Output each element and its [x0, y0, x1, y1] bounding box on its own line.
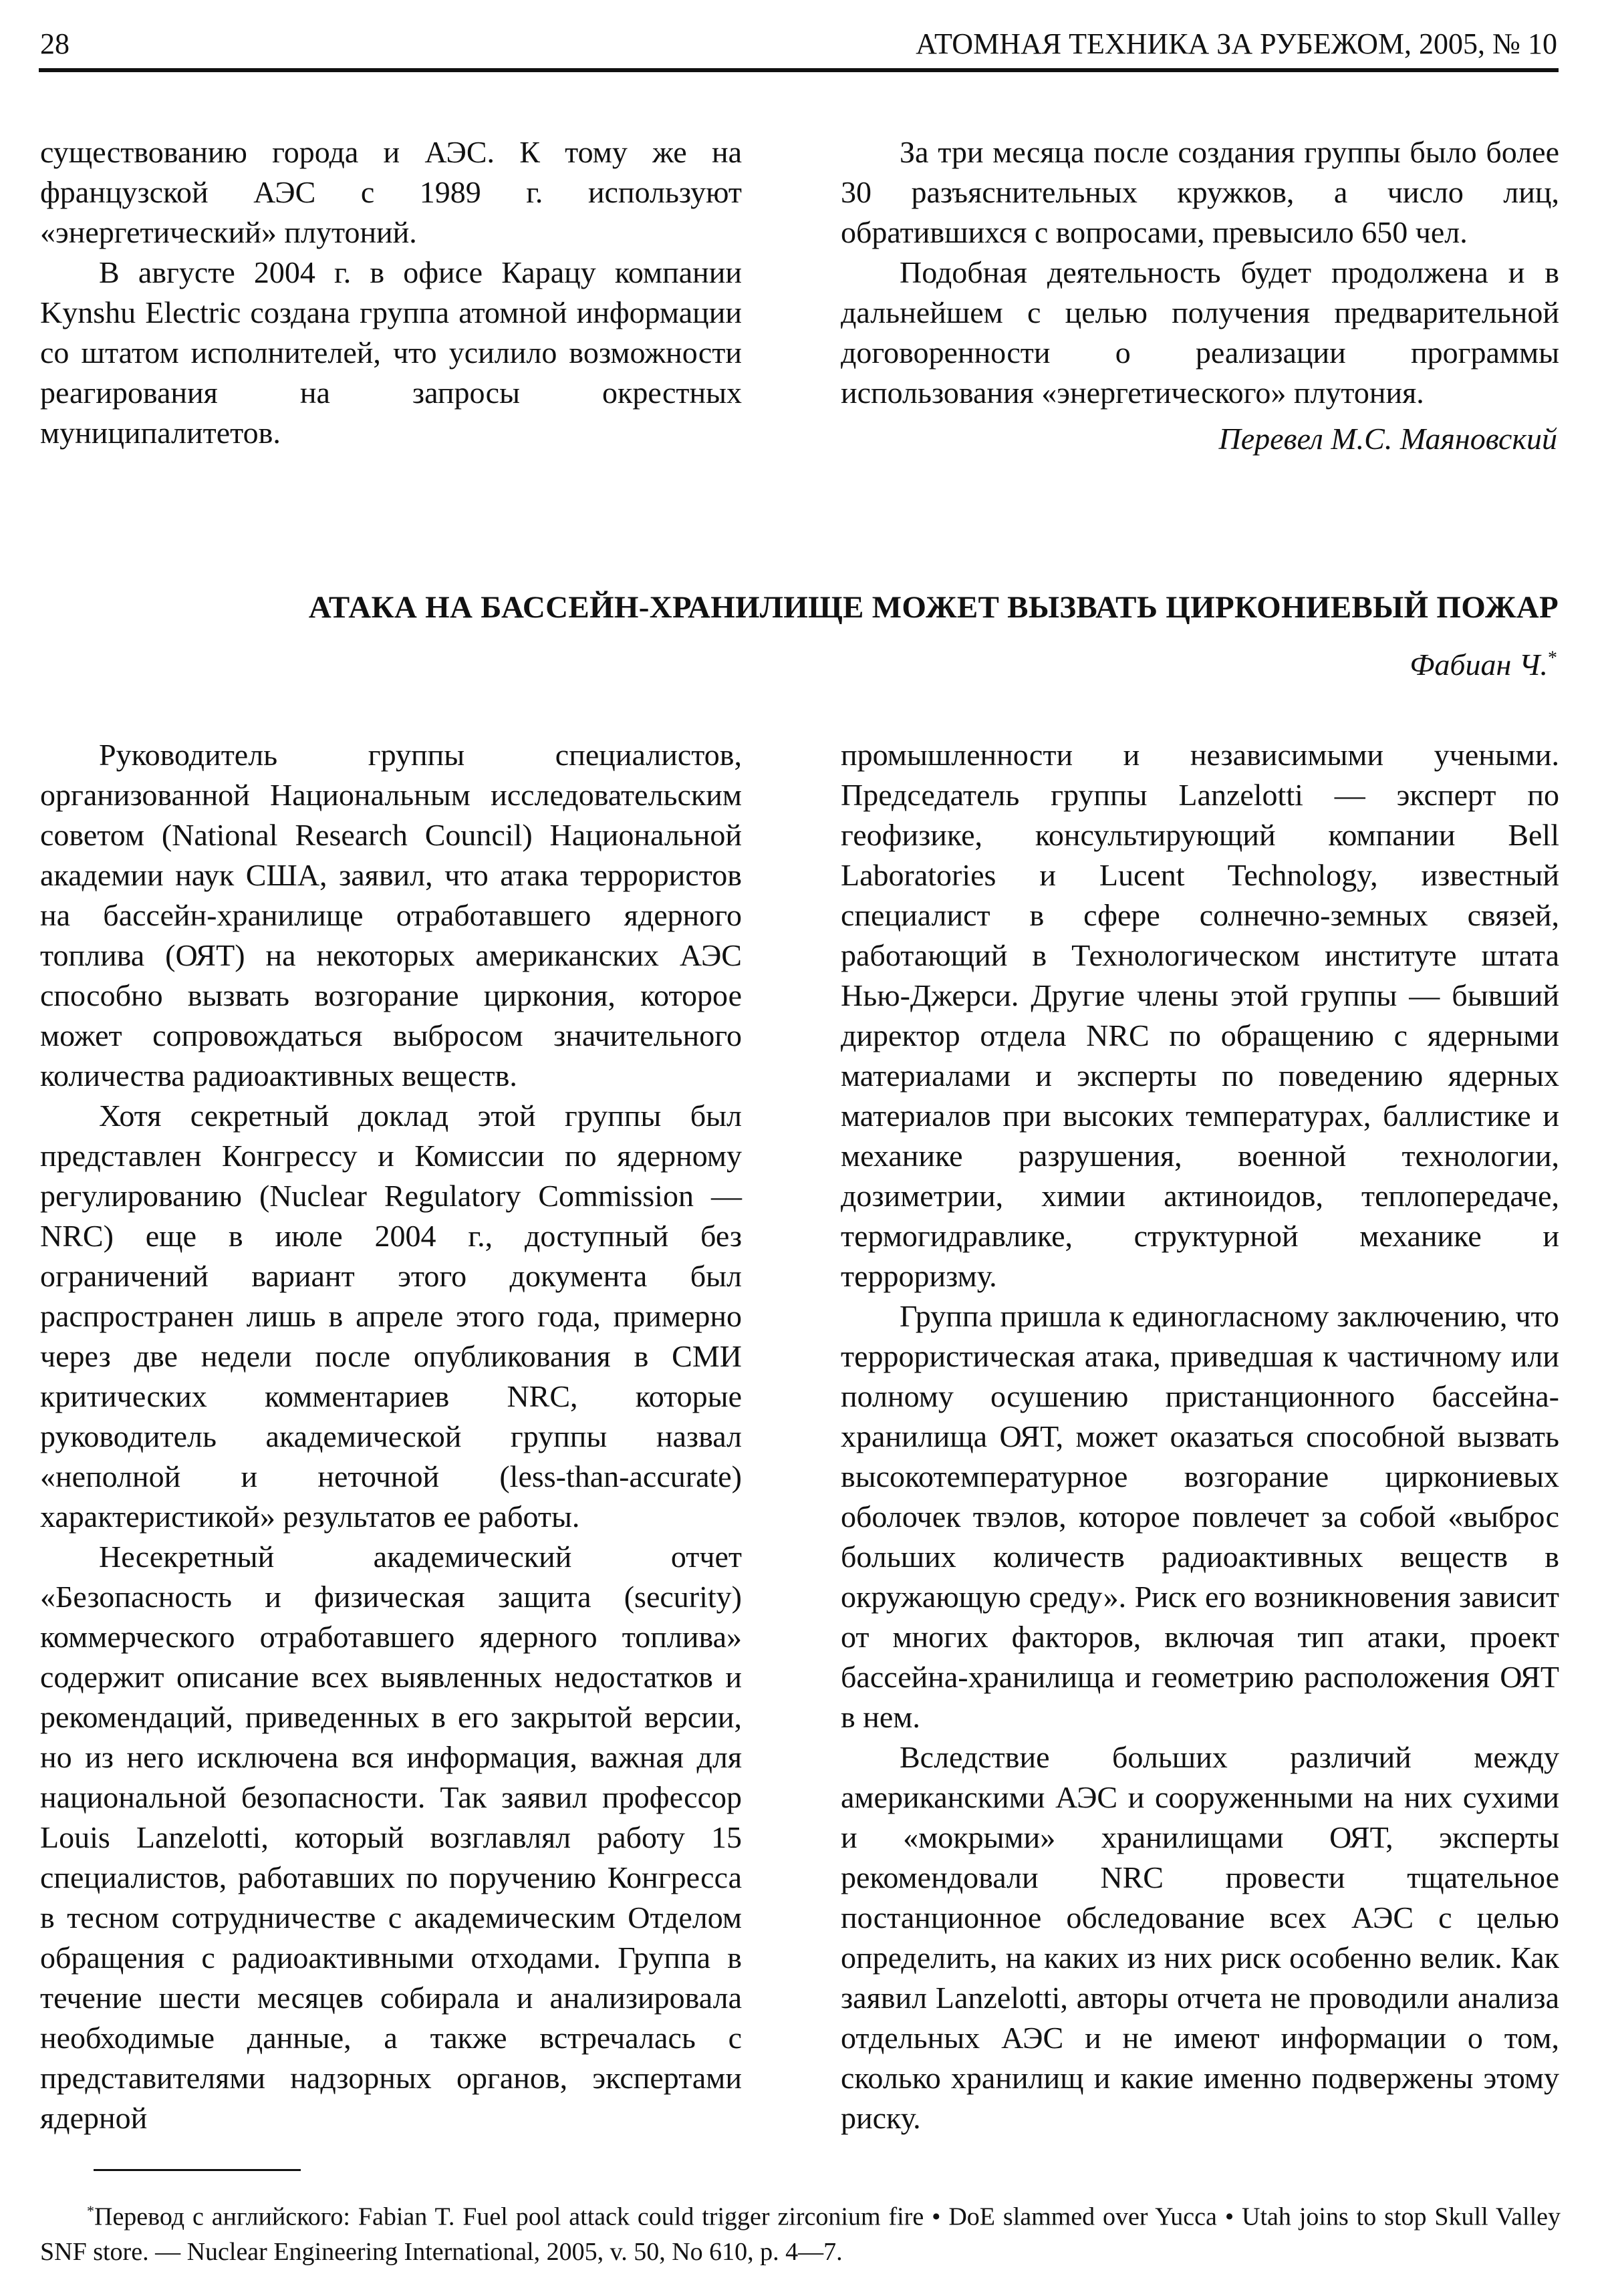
paragraph: Несекретный академический отчет «Безопасность и физическая защита (security) коммерческого отработавшего ядерного топлива» содержит описание всех выявленных недостатков и рекомендаций, приведенных в его закрытой версии, но из него исключена вся информация, важная для национальной безопасности. Так заявил профессор Louis Lanzelotti, который возглавлял работу 15 специалистов, работавших по поручению Конгресса в тесном сотрудничестве с академическим Отделом обращения с радиоактивными отходами. Группа в течение шести месяцев собирала и анализировала необходимые данные, а также встречалась с представителями надзорных органов, экспертами ядерной: [40, 1540, 742, 2135]
paragraph: Группа пришла к единогласному заключению, что террористическая атака, приведшая к частичному или полному осушению пристанционного бассейна-хранилища ОЯТ, может оказаться способной вызвать высокотемпературное возгорание циркониевых оболочек твэлов, которое повлечет за собой «выброс больших количеств радиоактивных веществ в окружающую среду». Риск его возникновения зависит от многих факторов, включая тип атаки, проект бассейна-хранилища и геометрию расположения ОЯТ в нем.: [841, 1299, 1559, 1734]
article-left-column: [40, 735, 742, 2138]
footnote-rule: [94, 2169, 301, 2171]
previous-article-right-column: [841, 132, 1559, 413]
header-rule: [39, 68, 1559, 72]
footnote-text: Перевод с английского: Fabian T. Fuel pool attack could trigger zirconium fire • DoE slammed over Yucca • Utah joins to stop Skull Valley SNF store. — Nuclear Engineering International, 2005, v. 50, No 610, p. 4—7.: [40, 2202, 1561, 2266]
paragraph: Руководитель группы специалистов, организованной Национальным исследовательским советом (National Research Council) Национальной академии наук США, заявил, что атака террористов на бассейн-хранилище отработавшего ядерного топлива (ОЯТ) на некоторых американских АЭС способно вызвать возгорание циркония, которое может сопровождаться выбросом значительного количества радиоактивных веществ.: [40, 738, 742, 1093]
article-title: АТАКА НА БАССЕЙН-ХРАНИЛИЩЕ МОЖЕТ ВЫЗВАТЬ ЦИРКОНИЕВЫЙ ПОЖАР: [308, 590, 1559, 625]
paragraph: промышленности и независимыми учеными. Председатель группы Lanzelotti — эксперт по геофизике, консультирующий компании Bell Laboratories и Lucent Technology, известный специалист в сфере солнечно-земных связей, работающий в Технологическом институте штата Нью-Джерси. Другие члены этой группы — бывший директор отдела NRC по обращению с ядерными материалами и эксперты по поведению ядерных материалов при высоких температурах, баллистике и механике разрушения, военной технологии, дозиметрии, химии актиноидов, теплопередаче, термогидравлике, структурной механике и терроризму.: [841, 738, 1559, 1293]
page-number: 28: [40, 27, 70, 60]
paragraph: За три месяца после создания группы было более 30 разъяснительных кружков, а число лиц, обратившихся с вопросами, превысило 650 чел.: [841, 135, 1559, 249]
paragraph: Вследствие больших различий между американскими АЭС и сооруженными на них сухими и «мокрыми» хранилищами ОЯТ, эксперты рекомендовали NRC провести тщательное постанционное обследование всех АЭС с целью определить, на каких из них риск особенно велик. Как заявил Lanzelotti, авторы отчета не проводили анализа отдельных АЭС и не имеют информации о том, сколько хранилищ и какие именно подвержены этому риску.: [841, 1740, 1559, 2135]
paragraph: Подобная деятельность будет продолжена и в дальнейшем с целью получения предварительной договоренности о реализации программы использования «энергетического» плутония.: [841, 255, 1559, 410]
paragraph: В августе 2004 г. в офисе Карацу компании Kynshu Electric создана группа атомной информации со штатом исполнителей, что усилило возможности реагирования на запросы окрестных муниципалитетов.: [40, 255, 742, 450]
paragraph: Хотя секретный доклад этой группы был представлен Конгрессу и Комиссии по ядерному регулированию (Nuclear Regulatory Commission — NRC) еще в июле 2004 г., доступный без ограничений вариант этого документа был распространен лишь в апреле этого года, примерно через две недели после опубликования в СМИ критических комментариев NRC, которые руководитель академической группы назвал «неполной и неточной (less-than-accurate) характеристикой» результатов ее работы.: [40, 1099, 742, 1534]
footnote-marker: *: [87, 2202, 94, 2219]
previous-article-left-column: [40, 132, 742, 453]
translator-credit: Перевел М.С. Маяновский: [1218, 422, 1557, 456]
footnote-marker: *: [1548, 648, 1557, 669]
article-author: [1410, 647, 1557, 682]
article-right-column: [841, 735, 1559, 2138]
journal-running-title: АТОМНАЯ ТЕХНИКА ЗА РУБЕЖОМ, 2005, № 10: [916, 27, 1557, 60]
paragraph: существованию города и АЭС. К тому же на французской АЭС с 1989 г. используют «энергетический» плутоний.: [40, 135, 742, 249]
footnote: [40, 2194, 1561, 2269]
author-name: Фабиан Ч.: [1410, 648, 1548, 682]
